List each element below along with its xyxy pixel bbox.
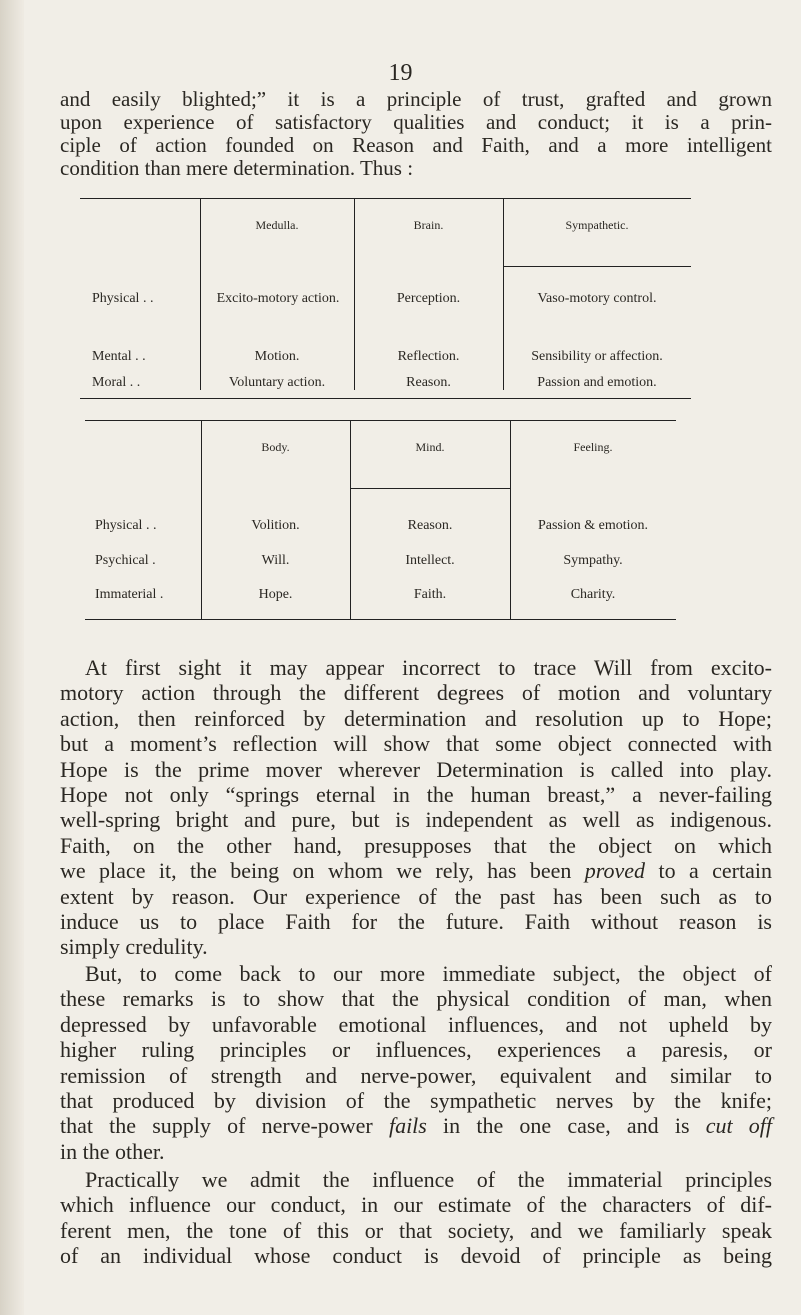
- principles-table: [85, 420, 676, 620]
- table-cell: Excito-motory action.: [216, 291, 340, 306]
- row-label: Physical . .: [95, 518, 157, 533]
- table-cell: Motion.: [254, 349, 300, 364]
- text-line: well-spring bright and pure, but is independent as well as indigenous.: [60, 807, 772, 833]
- text-line: action, then reinforced by determination and resolution up to Hope;: [60, 705, 772, 731]
- text-run: to a certain: [658, 858, 772, 884]
- paragraph-hope-faith: [60, 655, 772, 960]
- table-cell: Reason.: [407, 518, 453, 533]
- text-line: Faith, on the other hand, presupposes that the object on which: [60, 832, 772, 858]
- row-label: Psychical .: [95, 553, 156, 568]
- table-cell: Hope.: [258, 587, 293, 602]
- emphasis-cut-off: cut off: [705, 1113, 772, 1139]
- text-line: [60, 858, 772, 883]
- text-line: Hope is the prime mover wherever Determination is called into play.: [60, 756, 772, 782]
- header-rule: [350, 488, 510, 489]
- table-cell: Passion and emotion.: [537, 375, 657, 390]
- text-line: induce us to place Faith for the future. Faith without reason is: [60, 909, 772, 935]
- text-line: extent by reason. Our experience of the past has been such as to: [60, 883, 772, 909]
- header-body: Body.: [261, 440, 290, 454]
- table-cell: Passion & emotion.: [537, 518, 649, 533]
- text-line: condition than mere determination. Thus :: [60, 156, 414, 180]
- row-label: Physical . .: [92, 291, 154, 306]
- header-mind: Mind.: [415, 440, 445, 454]
- header-rule: [503, 266, 691, 267]
- text-line: of an individual whose conduct is devoid of principle as being: [60, 1243, 772, 1269]
- text-line: motory action through the different degrees of motion and voluntary: [60, 680, 772, 706]
- text-line: At first sight it may appear incorrect to trace Will from excito-: [85, 655, 772, 680]
- text-line: But, to come back to our more immediate subject, the object of: [85, 961, 772, 986]
- table-cell: Voluntary action.: [228, 375, 326, 390]
- intro-paragraph: [60, 88, 772, 180]
- text-line: these remarks is to show that the physical condition of man, when: [60, 986, 772, 1012]
- paragraph-paresis: [60, 961, 772, 1164]
- text-run: we place it, the being on whom we rely, has been: [60, 858, 572, 884]
- text-line: that produced by division of the sympathetic nerves by the knife;: [60, 1088, 772, 1114]
- header-brain: Brain.: [413, 218, 444, 232]
- text-line: but a moment’s reflection will show that some object connected with: [60, 731, 772, 757]
- text-line: in the other.: [60, 1138, 165, 1164]
- table-cell: Reflection.: [397, 349, 460, 364]
- text-line: upon experience of satisfactory qualities and conduct; it is a prin-: [60, 110, 772, 134]
- row-label: Moral . .: [92, 375, 141, 390]
- table-cell: Sensibility or affection.: [531, 349, 663, 364]
- table-cell: Volition.: [251, 518, 300, 533]
- text-run: in the one case, and is: [443, 1113, 690, 1139]
- header-feeling: Feeling.: [573, 440, 613, 454]
- table-cell: Vaso-motory control.: [537, 291, 657, 306]
- row-label: Immaterial .: [95, 587, 164, 602]
- emphasis-proved: proved: [584, 858, 646, 884]
- text-line: ferent men, the tone of this or that society, and we familiarly speak: [60, 1217, 772, 1243]
- text-line: higher ruling principles or influences, experiences a paresis, or: [60, 1037, 772, 1063]
- page-edge-shadow: [0, 0, 24, 1315]
- paragraph-immaterial-principles: [60, 1167, 772, 1269]
- header-medulla: Medulla.: [255, 218, 299, 232]
- table-cell: Faith.: [413, 587, 447, 602]
- text-line: and easily blighted;” it is a principle of trust, grafted and grown: [60, 87, 772, 111]
- text-line: depressed by unfavorable emotional influences, and not upheld by: [60, 1011, 772, 1037]
- text-line: which influence our conduct, in our estimate of the characters of dif-: [60, 1192, 772, 1218]
- table-cell: Reason.: [406, 375, 451, 390]
- table-cell: Sympathy.: [563, 553, 623, 568]
- row-label: Mental . .: [92, 349, 146, 364]
- table-cell: Will.: [261, 553, 290, 568]
- text-line: Hope not only “springs eternal in the human breast,” a never-failing: [60, 782, 772, 808]
- text-line: remission of strength and nerve-power, equivalent and similar to: [60, 1062, 772, 1088]
- table-cell: Intellect.: [405, 553, 455, 568]
- nervous-system-table: [80, 198, 691, 399]
- page-number: 19: [388, 60, 413, 86]
- text-line: [60, 1113, 772, 1138]
- header-sympathetic: Sympathetic.: [565, 218, 629, 232]
- text-run: that the supply of nerve-power: [60, 1113, 373, 1139]
- table-cell: Perception.: [396, 291, 461, 306]
- text-line: Practically we admit the influence of the immaterial principles: [85, 1167, 772, 1192]
- table-cell: Charity.: [570, 587, 616, 602]
- emphasis-fails: fails: [388, 1113, 427, 1139]
- text-line: ciple of action founded on Reason and Faith, and a more intelligent: [60, 133, 772, 157]
- text-line: simply credulity.: [60, 934, 208, 960]
